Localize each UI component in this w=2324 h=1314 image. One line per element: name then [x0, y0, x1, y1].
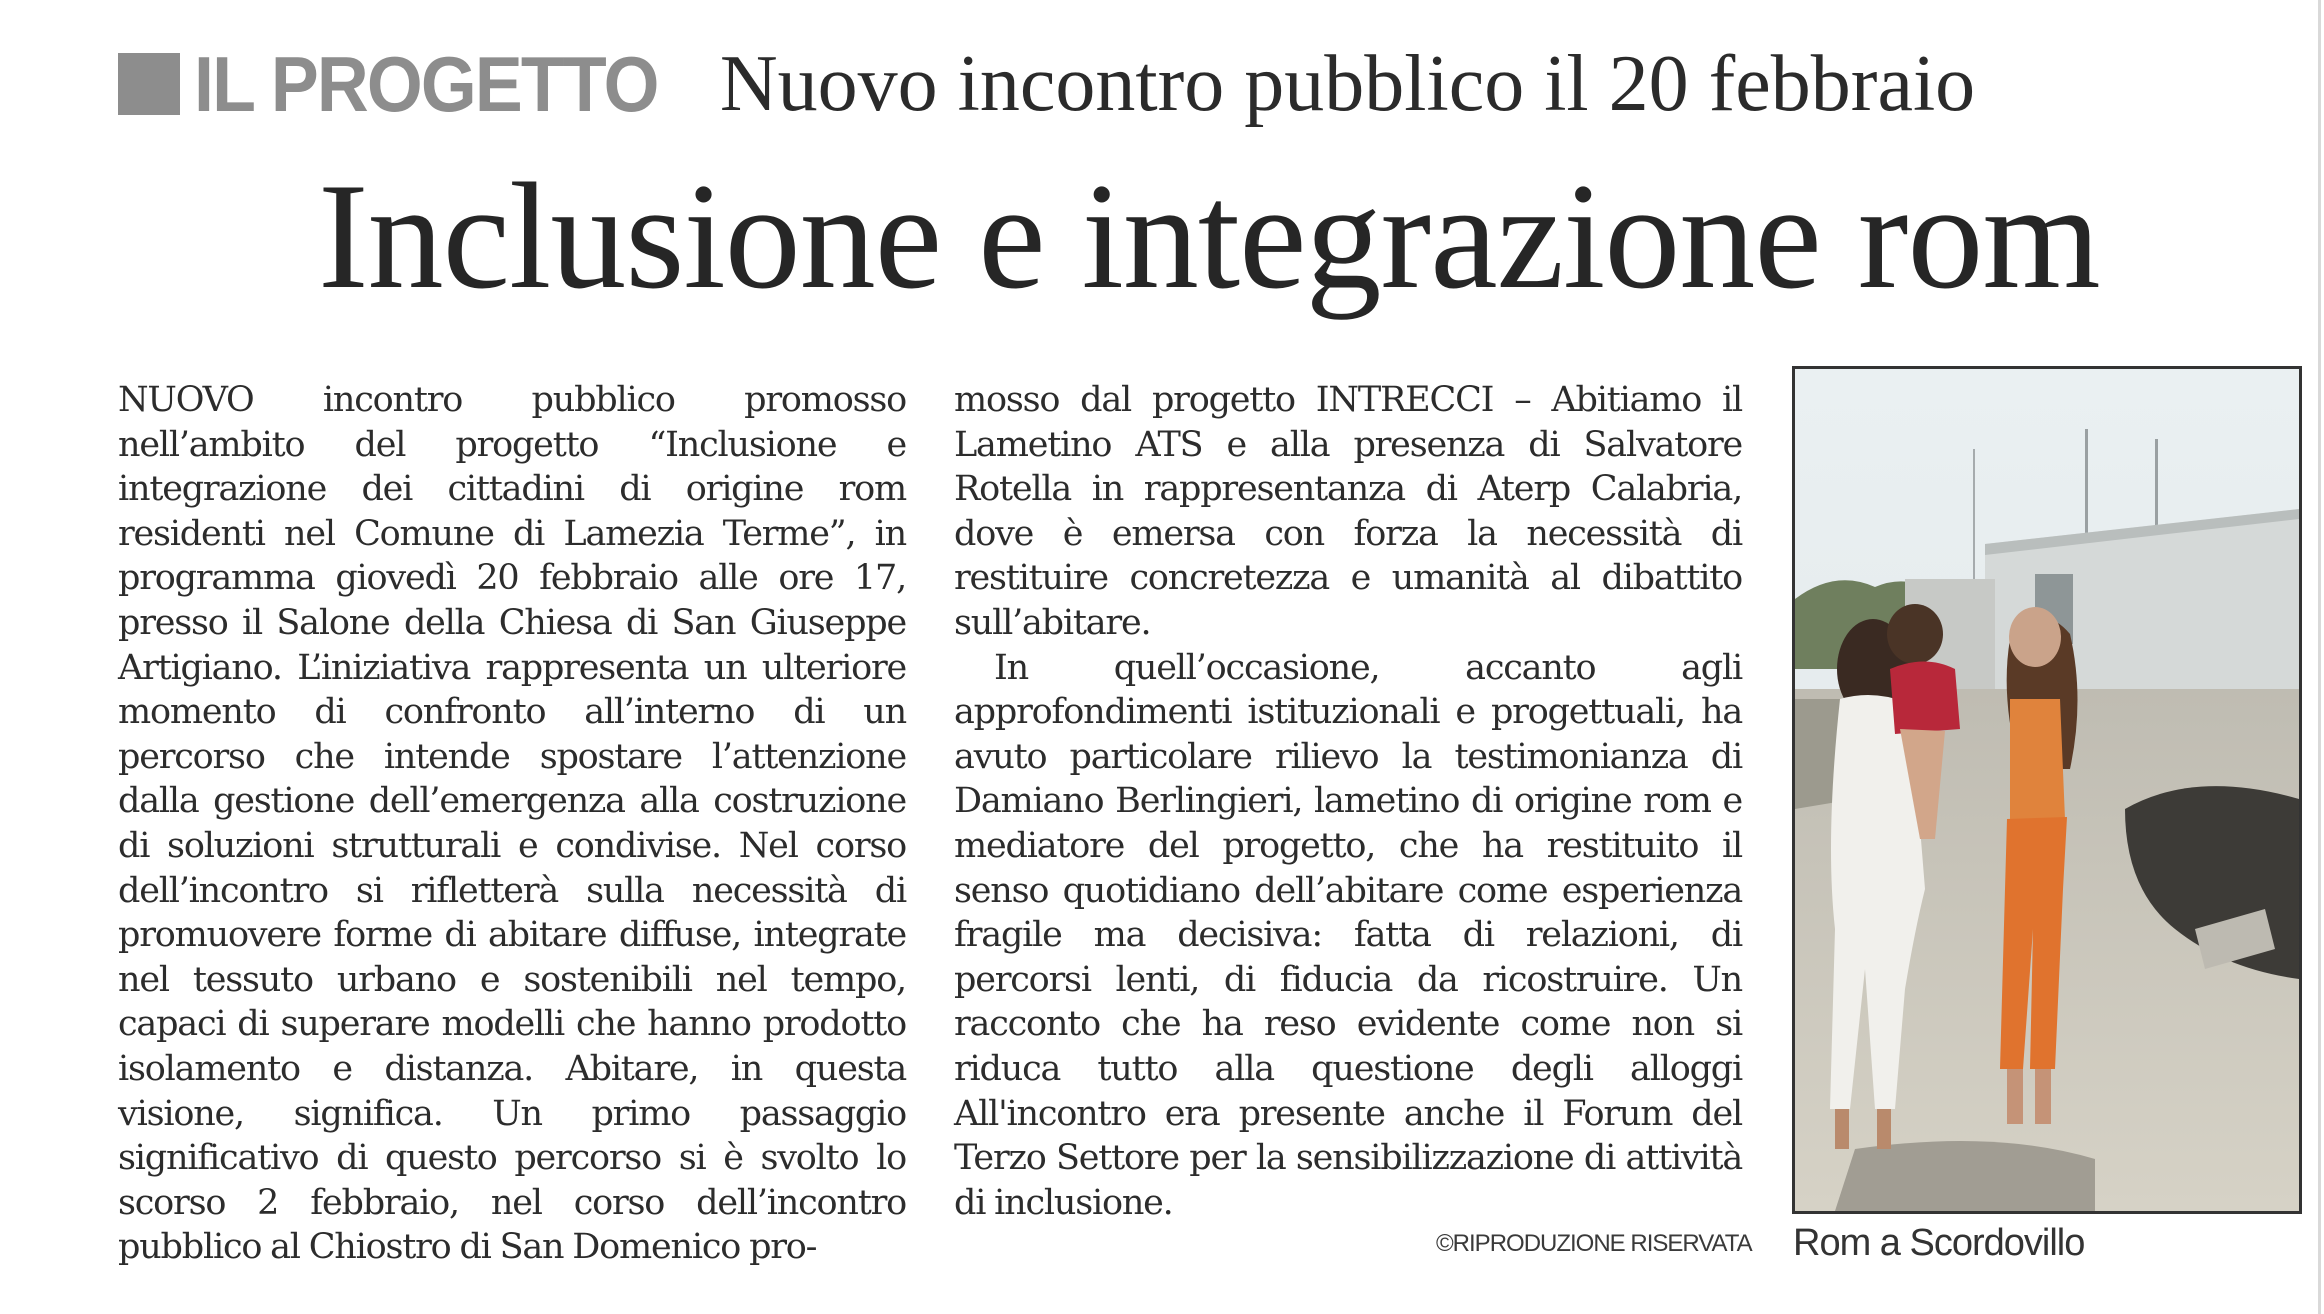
headline: Inclusione e integrazione rom: [318, 152, 2100, 320]
copyright-notice: ©RIPRODUZIONE RISERVATA: [1436, 1230, 1752, 1257]
paragraph: mosso dal progetto INTRECCI – Abitiamo il Lametino ATS e alla presenza di Salvatore Rotella in rappresentanza di Aterp Calabria, dove è emersa con forza la necessità di restituire concretezza e umanità al dibattito sull’abitare.: [954, 380, 1742, 643]
kicker-label: IL PROGETTO: [194, 39, 658, 128]
paragraph: NUOVO incontro pubblico promosso nell’ambito del progetto “Inclusione e integrazione dei cittadini di origine rom residenti nel Comune di Lamezia Terme”, in programma giovedì 20 febbraio alle ore 17, presso il Salone della Chiesa di San Giuseppe Artigiano. L’iniziativa rappresenta un ulteriore momento di confronto all’interno di un percorso che intende spostare l’attenzione dalla gestione dell’emergenza alla costruzione di soluzioni strutturali e condivise. Nel corso dell’incontro si rifletterà sulla necessità di promuovere forme di abitare diffuse, integrate nel tessuto urbano e sostenibili nel tempo, capaci di superare modelli che hanno prodotto isolamento e distanza. Abitare, in questa visione, significa. Un primo passaggio significativo di questo percorso si è svolto lo scorso 2 febbraio, nel corso dell’incontro pubblico al Chiostro di San Domenico pro-: [118, 380, 906, 1268]
subheadline: Nuovo incontro pubblico il 20 febbraio: [719, 39, 1976, 128]
section-kicker: [118, 34, 1975, 134]
page-edge-divider: [2318, 0, 2321, 1314]
kicker-square-icon: [118, 53, 180, 115]
article-column-1: [118, 378, 906, 1270]
paragraph: In quell’occasione, accanto agli approfondimenti istituzionali e progettuali, ha avuto particolare rilievo la testimonianza di Damiano Berlingieri, lametino di origine rom e mediatore del progetto, che ha restituito il senso quotidiano dell’abitare come esperienza fragile ma decisiva: fatta di relazioni, di percorsi lenti, di fiducia da ricostruire. Un racconto che ha reso evidente come non si riduca tutto alla questione degli alloggi All'incontro era presente anche il Forum del Terzo Settore per la sensibilizzazione di attività di inclusione.: [954, 647, 1742, 1223]
article-photo: [1792, 366, 2302, 1214]
article-column-2: [954, 378, 1742, 1225]
photo-caption: Rom a Scordovillo: [1793, 1222, 2085, 1264]
